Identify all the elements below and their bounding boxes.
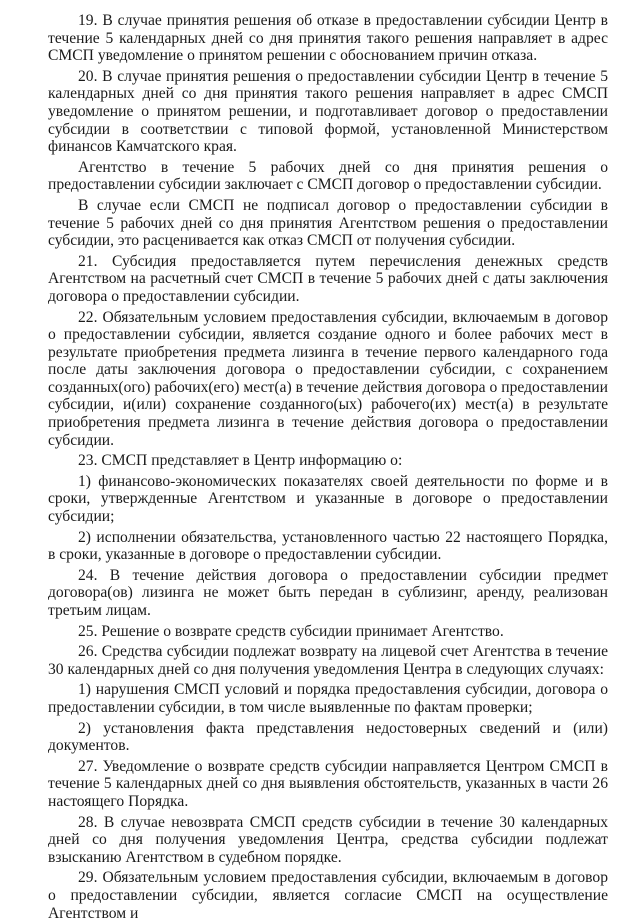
paragraph-20: 20. В случае принятия решения о предоставлении субсидии Центр в течение 5 календарных дней со дня принятия такого решения направляет в адрес СМСП уведомление о принятом решении, и подготавливает договор о предоставлении субсидии в соответствии с типовой формой, установленной Министерством финансов Камчатского края. [48,67,608,156]
paragraph-25: 25. Решение о возврате средств субсидии принимает Агентство. [78,622,504,640]
paragraph-23-item-2: 2) исполнении обязательства, установленного частью 22 настоящего Порядка, в сроки, указанные в договоре о предоставлении субсидии. [48,528,608,564]
paragraph-28: 28. В случае невозврата СМСП средств субсидии в течение 30 календарных дней со дня получения уведомления Центра, средства субсидии подлежат взысканию Агентством в судебном порядке. [48,813,608,866]
paragraph-23: 23. СМСП представляет в Центр информацию о: [78,452,403,470]
paragraph-26-item-2: 2) установления факта представления недостоверных сведений и (или) документов. [48,719,608,755]
document-body [48,12,608,922]
paragraph-20-refusal: В случае если СМСП не подписал договор о предоставлении субсидии в течение 5 рабочих дней со дня принятия Агентством решения о предоставлении субсидии, это расценивается как отказ СМСП от получения субсидии. [48,196,608,250]
paragraph-22: 22. Обязательным условием предоставления субсидии, включаемым в договор о предоставлении субсидии, является создание одного и более рабочих мест в результате приобретения предмета лизинга в течение первого календарного года после даты заключения договора о предоставлении субсидии, с сохранением созданных(ого) рабочих(его) мест(а) в течение действия договора о предоставлении субсидии, и(или) сохранение созданного(ых) рабочего(их) мест(а) в результате приобретения предмета лизинга в течение действия договора о предоставлении субсидии. [48,308,608,449]
paragraph-26: 26. Средства субсидии подлежат возврату на лицевой счет Агентства в течение 30 календарных дней со дня получения уведомления Центра в следующих случаях: [48,643,608,678]
paragraph-21: 21. Субсидия предоставляется путем перечисления денежных средств Агентством на расчетный счет СМСП в течение 5 рабочих дней с даты заключения договора о предоставлении субсидии. [48,252,608,305]
paragraph-24: 24. В течение действия договора о предоставлении субсидии предмет договора(ов) лизинга не может быть передан в сублизинг, аренду, реализован третьим лицам. [48,566,608,619]
paragraph-26-item-1: 1) нарушения СМСП условий и порядка предоставления субсидии, договора о предоставлении субсидии, в том числе выявленные по фактам проверки; [48,681,608,716]
paragraph-23-item-1: 1) финансово-экономических показателях своей деятельности по форме и в сроки, утвержденные Агентством и указанные в договоре о предоставлении субсидии; [48,472,608,526]
paragraph-29: 29. Обязательным условием предоставления субсидии, включаемым в договор о предоставлении субсидии, является согласие СМСП на осуществление Агентством и [48,869,608,922]
paragraph-19: 19. В случае принятия решения об отказе в предоставлении субсидии Центр в течение 5 календарных дней со дня принятия такого решения направляет в адрес СМСП уведомление о принятом решении с обоснованием причин отказа. [48,12,608,65]
paragraph-27: 27. Уведомление о возврате средств субсидии направляется Центром СМСП в течение 5 календарных дней со дня выявления обстоятельств, указанных в части 26 настоящего Порядка. [48,757,608,810]
paragraph-20-agency-contract: Агентство в течение 5 рабочих дней со дня принятия решения о предоставлении субсидии заключает с СМСП договор о предоставлении субсидии. [48,158,608,194]
